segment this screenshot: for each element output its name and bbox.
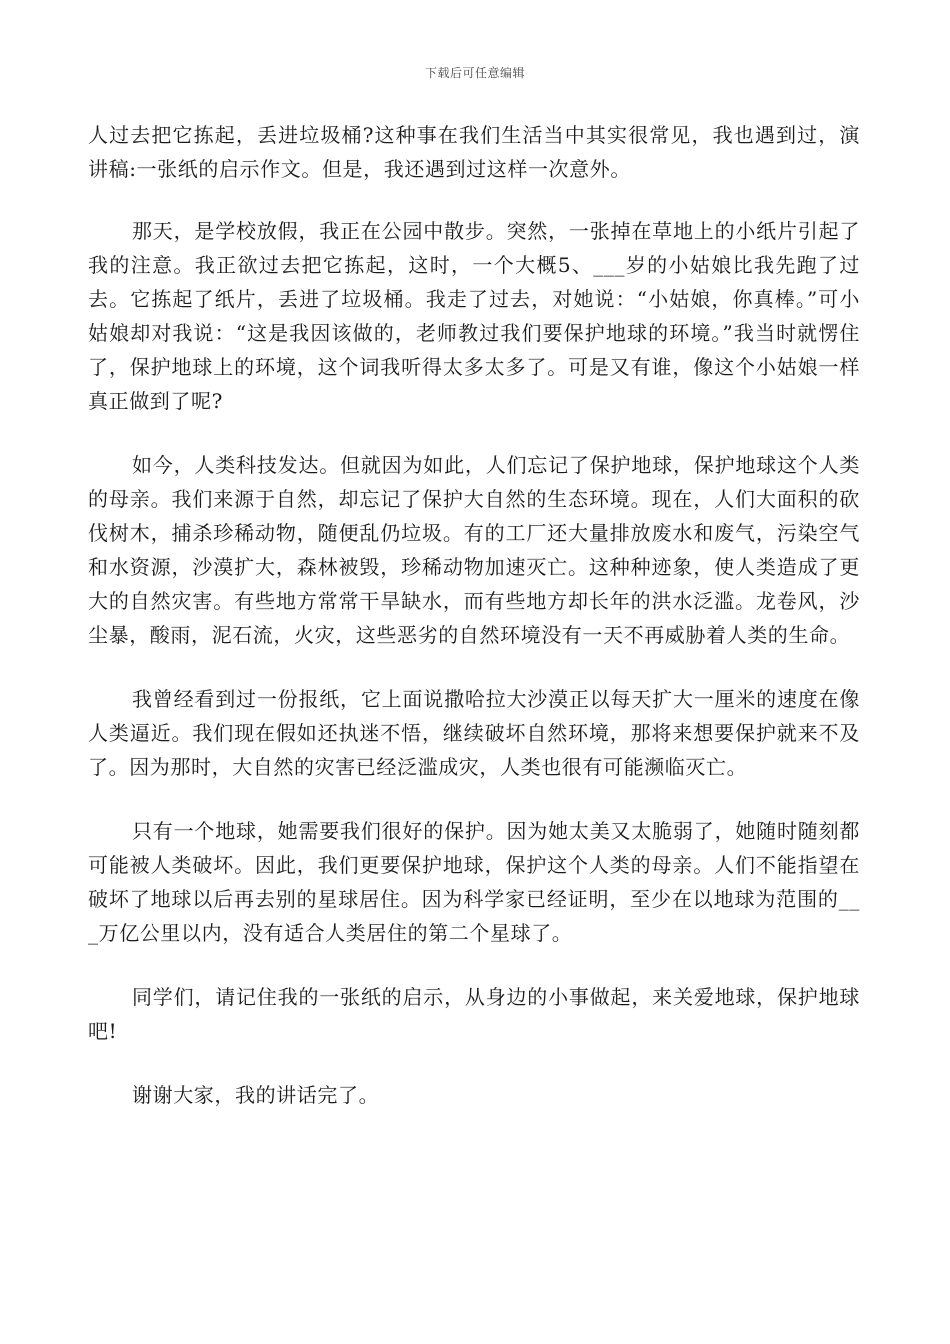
paragraph-5: 只有一个地球，她需要我们很好的保护。因为她太美又太脆弱了，她随时随刻都可能被人类破坏。因此，我们更要保护地球，保护这个人类的母亲。人们不能指望在破坏了地球以后再去别的星球居住。因为科学家已经证明，至少在以地球为范围的___万亿公里以内，没有适合人类居住的第二个星球了。 xyxy=(88,819,860,945)
paragraph-7: 谢谢大家，我的讲话完了。 xyxy=(132,1083,380,1107)
document-body xyxy=(88,118,860,1142)
paragraph-3: 如今，人类科技发达。但就因为如此，人们忘记了保护地球，保护地球这个人类的母亲。我们来源于自然，却忘记了保护大自然的生态环境。现在，人们大面积的砍伐树木，捕杀珍稀动物，随便乱仍垃圾。有的工厂还大量排放废水和废气，污染空气和水资源，沙漠扩大，森林被毁，珍稀动物加速灭亡。这种种迹象，使人类造成了更大的自然灾害。有些地方常常干旱缺水，而有些地方却长年的洪水泛滥。龙卷风，沙尘暴，酸雨，泥石流，火灾，这些恶劣的自然环境没有一天不再威胁着人类的生命。 xyxy=(88,453,860,647)
paragraph-2: 那天，是学校放假，我正在公园中散步。突然，一张掉在草地上的小纸片引起了我的注意。我正欲过去把它拣起，这时，一个大概5、___岁的小姑娘比我先跑了过去。它拣起了纸片，丢进了垃圾桶。我走了过去，对她说：“小姑娘，你真棒。”可小姑娘却对我说：“这是我因该做的，老师教过我们要保护地球的环境。”我当时就愣住了，保护地球上的环境，这个词我听得太多太多了。可是又有谁，像这个小姑娘一样真正做到了呢? xyxy=(88,219,860,413)
page-header: 下载后可任意编辑 xyxy=(424,66,525,80)
paragraph-6: 同学们，请记住我的一张纸的启示，从身边的小事做起，来关爱地球，保护地球吧! xyxy=(88,985,860,1043)
paragraph-1: 人过去把它拣起，丢进垃圾桶?这种事在我们生活当中其实很常见，我也遇到过，演讲稿:一张纸的启示作文。但是，我还遇到过这样一次意外。 xyxy=(88,123,860,181)
paragraph-4: 我曾经看到过一份报纸，它上面说撒哈拉大沙漠正以每天扩大一厘米的速度在像人类逼近。我们现在假如还执迷不悟，继续破坏自然环境，那将来想要保护就来不及了。因为那时，大自然的灾害已经泛滥成灾，人类也很有可能濒临灭亡。 xyxy=(88,687,860,779)
